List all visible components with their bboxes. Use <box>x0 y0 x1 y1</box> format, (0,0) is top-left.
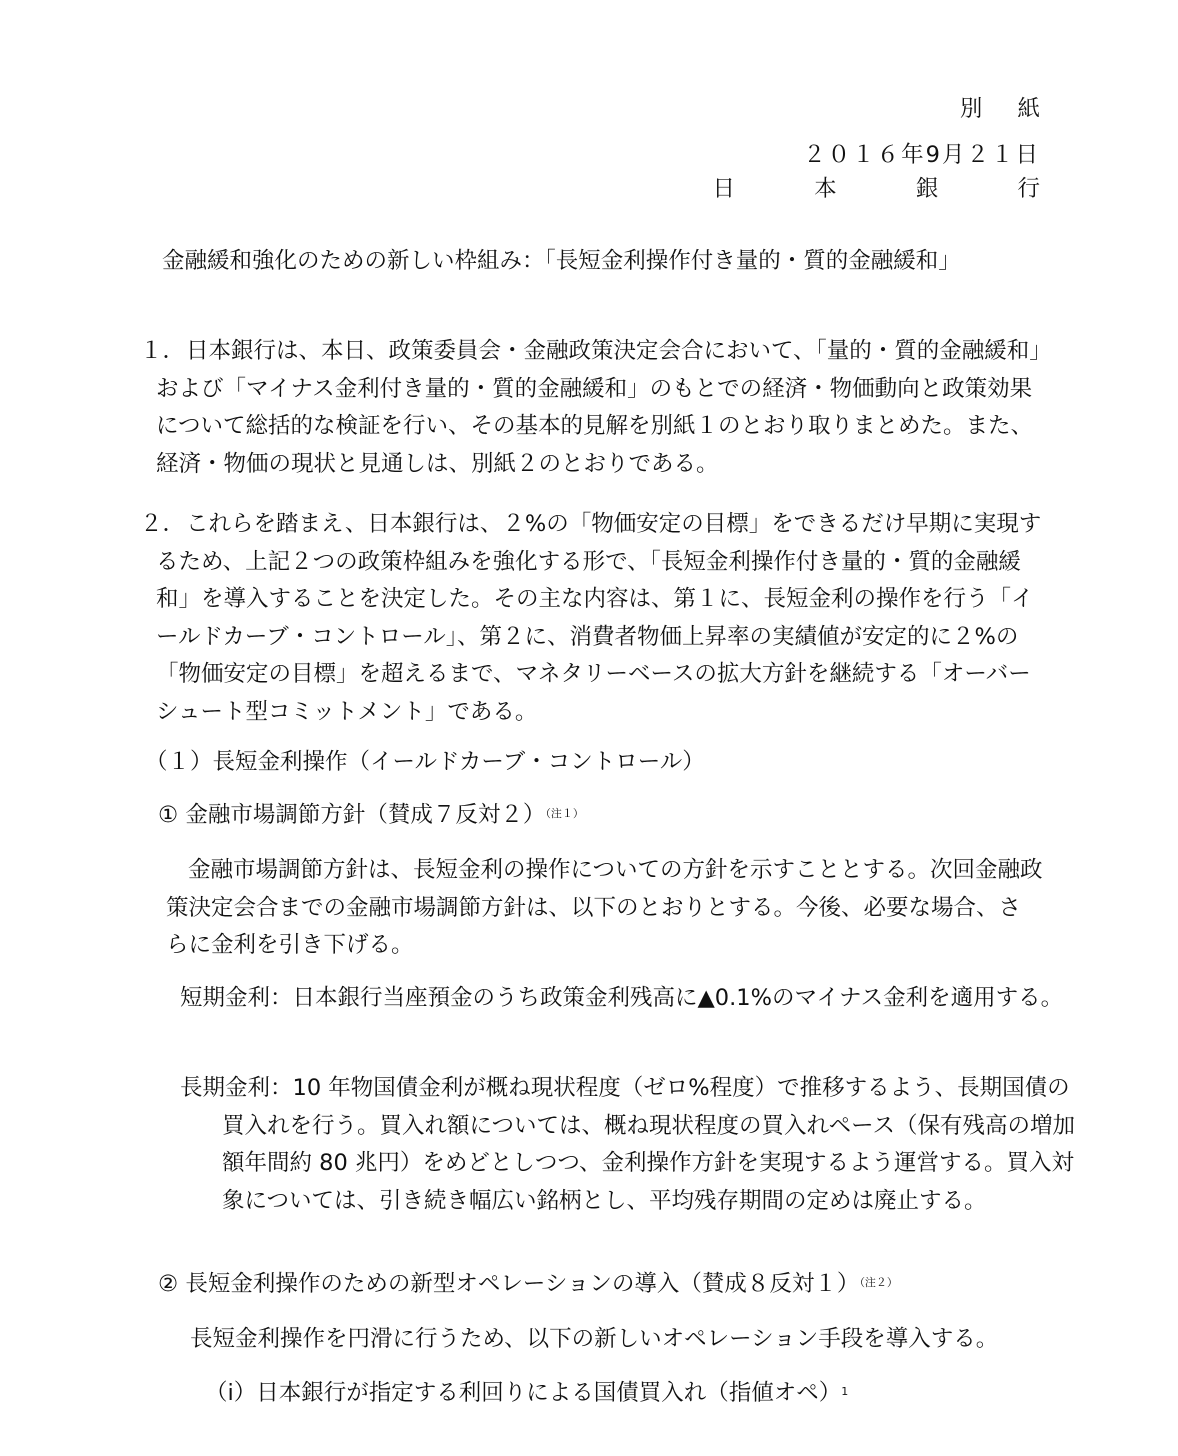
item-1-heading-text: ① 金融市場調節方針（賛成７反対２） <box>158 802 546 828</box>
section-1-number: １． <box>140 338 186 364</box>
issuer-name: 日 本 銀 行 <box>712 176 1076 202</box>
item-1-text: 金融市場調節方針は、長短金利の操作についての方針を示すこととする。次回金融政策決定会合までの金融市場調節方針は、以下のとおりとする。今後、必要な場合、さらに金利を引き下げる。 <box>166 857 1043 959</box>
document-title: 金融緩和強化のための新しい枠組み：「長短金利操作付き量的・質的金融緩和」 <box>162 248 961 274</box>
item-1-note: （注１） <box>545 807 584 820</box>
section-1-text: 日本銀行は、本日、政策委員会・金融政策決定会合において、「量的・質的金融緩和」および「マイナス金利付き量的・質的金融緩和」のもとでの経済・物価動向と政策効果について総括的な検証を行い、その基本的見解を別紙１のとおり取りまとめた。また、経済・物価の現状と見通しは、別紙２のとおりである。 <box>156 338 1041 477</box>
item-2-note: （注２） <box>859 1276 898 1289</box>
section-1 <box>140 333 1045 483</box>
item-1-heading <box>158 797 1058 835</box>
operation-1-footnote-ref: 1 <box>841 1385 849 1398</box>
annex-label: 別 紙 <box>959 96 1054 122</box>
section-2-text: これらを踏まえ、日本銀行は、２%の「物価安定の目標」をできるだけ早期に実現するため、上記２つの政策枠組みを強化する形で、「長短金利操作付き量的・質的金融緩和」を導入することを決定した。その主な内容は、第１に、長短金利の操作を行う「イールドカーブ・コントロール」、第２に、消費者物価上昇率の実績値が安定的に２%の「物価安定の目標」を超えるまで、マネタリーベースの拡大方針を継続する「オーバーシュート型コミットメント」である。 <box>156 511 1042 725</box>
item-2-heading <box>158 1266 1058 1304</box>
item-2-heading-text: ② 長短金利操作のための新型オペレーションの導入（賛成８反対１） <box>158 1271 860 1297</box>
short-term-rate-policy: 短期金利：日本銀行当座預金のうち政策金利残高に▲0.1%のマイナス金利を適用する。 <box>180 985 1064 1011</box>
section-2-number: ２． <box>140 511 186 537</box>
document-date: ２０１６年9月２１日 <box>803 142 1040 168</box>
subsection-1-heading: （１）長短金利操作（イールドカーブ・コントロール） <box>145 749 705 775</box>
section-2 <box>140 506 1045 732</box>
item-2-text: 長短金利操作を円滑に行うため、以下の新しいオペレーション手段を導入する。 <box>190 1326 999 1352</box>
operation-1 <box>205 1375 1045 1413</box>
long-term-rate-policy: 長期金利：10 年物国債金利が概ね現状程度（ゼロ%程度）で推移するよう、長期国債の買入れを行う。買入れ額については、概ね現状程度の買入れペース（保有残高の増加額年間約 80 兆円）をめどとしつつ、金利操作方針を実現するよう運営する。買入対象については、引き続き幅広い銘柄とし、平均残存期間の定めは廃止する。 <box>180 1075 1075 1214</box>
operation-1-text: （ⅰ）日本銀行が指定する利回りによる国債買入れ（指値オペ） <box>205 1380 842 1406</box>
